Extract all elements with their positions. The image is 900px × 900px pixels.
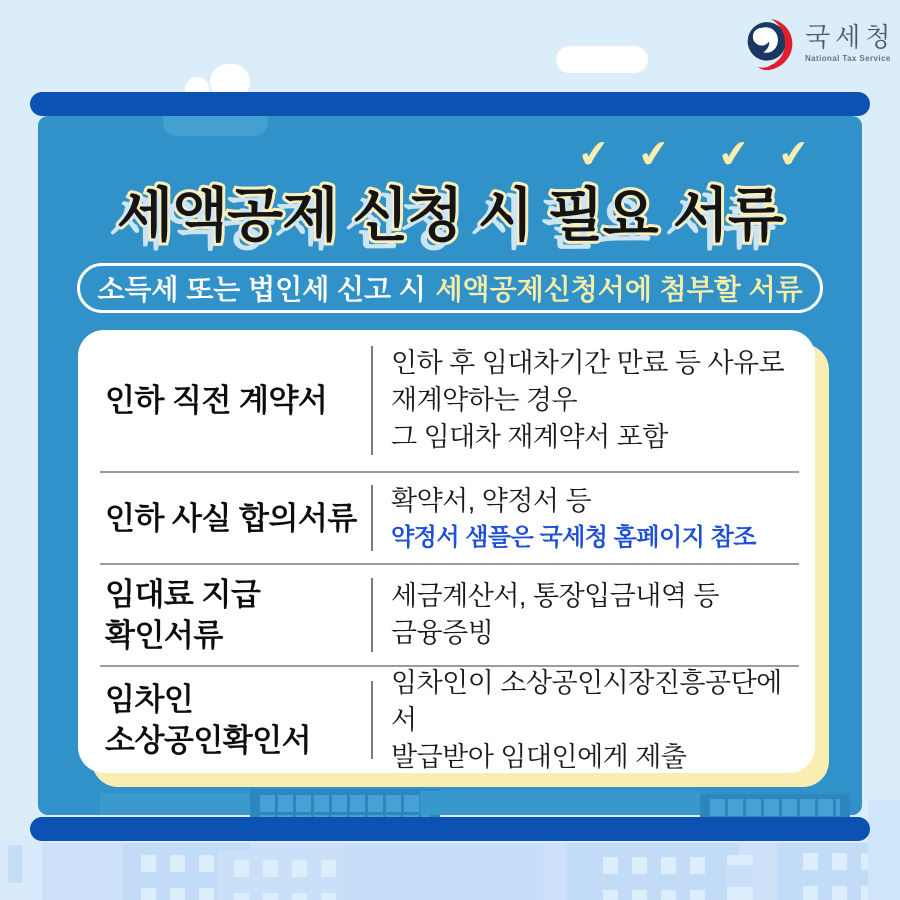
row-label xyxy=(78,473,371,563)
row-label xyxy=(78,565,371,665)
nts-subtitle: National Tax Service xyxy=(805,54,891,63)
building xyxy=(345,843,543,900)
row-desc-line: 세금계산서, 통장입금내역 등 xyxy=(391,581,719,611)
row-label-line: 소상공인확인서 xyxy=(105,723,312,758)
row-desc-line: 금융증빙 xyxy=(391,618,494,648)
board-bottom-bar xyxy=(30,817,870,841)
row-label-line: 임차인 xyxy=(105,682,194,717)
row-label-line: 인하 직전 계약서 xyxy=(105,383,328,418)
table-row xyxy=(78,330,815,471)
row-description xyxy=(371,667,815,772)
row-note-line: 약정서 샘플은 국세청 홈페이지 참조 xyxy=(391,523,756,551)
row-label-line: 확인서류 xyxy=(105,618,223,653)
table-row xyxy=(78,667,815,773)
documents-card xyxy=(78,330,815,773)
row-description xyxy=(371,346,815,455)
building-window xyxy=(8,845,22,883)
nts-logo xyxy=(744,16,895,74)
check-icon: ✔ xyxy=(775,132,812,178)
row-label xyxy=(78,667,371,773)
row-desc-line: 재계약하는 경우 xyxy=(391,385,578,415)
row-desc-line: 임차인이 소상공인시장진흥공단에서 xyxy=(391,667,782,735)
page-title: 세액공제 신청 시 필요 서류 xyxy=(117,183,783,248)
row-description xyxy=(371,578,815,652)
check-icon: ✔ xyxy=(715,132,752,178)
row-description xyxy=(371,485,815,551)
row-desc-line: 인하 후 임대차기간 만료 등 사유로 xyxy=(391,348,785,378)
cloud xyxy=(556,46,648,73)
panel-building-silhouette xyxy=(420,791,700,815)
row-label xyxy=(78,330,371,471)
row-label-line: 임대료 지급 xyxy=(105,577,261,612)
subtitle-highlight: 세액공제신청서에 첨부할 서류 xyxy=(435,274,803,305)
nts-name: 국세청 xyxy=(805,22,896,52)
panel-building-silhouette xyxy=(100,793,250,815)
table-row xyxy=(78,565,815,665)
subtitle-pill xyxy=(77,263,823,313)
nts-logo-text xyxy=(805,16,895,63)
korea-gov-emblem-icon xyxy=(744,16,796,74)
building xyxy=(218,850,362,900)
table-row xyxy=(78,473,815,563)
row-desc-line: 발급받아 임대인에게 제출 xyxy=(391,741,687,772)
check-icon: ✔ xyxy=(575,132,612,178)
row-desc-line: 그 임대차 재계약서 포함 xyxy=(391,422,668,452)
check-icon: ✔ xyxy=(635,132,672,178)
board-top-bar xyxy=(30,92,870,116)
building xyxy=(683,843,777,900)
building xyxy=(868,800,900,900)
row-label-line: 인하 사실 합의서류 xyxy=(105,500,357,536)
subtitle-prefix: 소득세 또는 법인세 신고 시 xyxy=(97,274,426,305)
row-desc-line: 확약서, 약정서 등 xyxy=(391,485,592,516)
